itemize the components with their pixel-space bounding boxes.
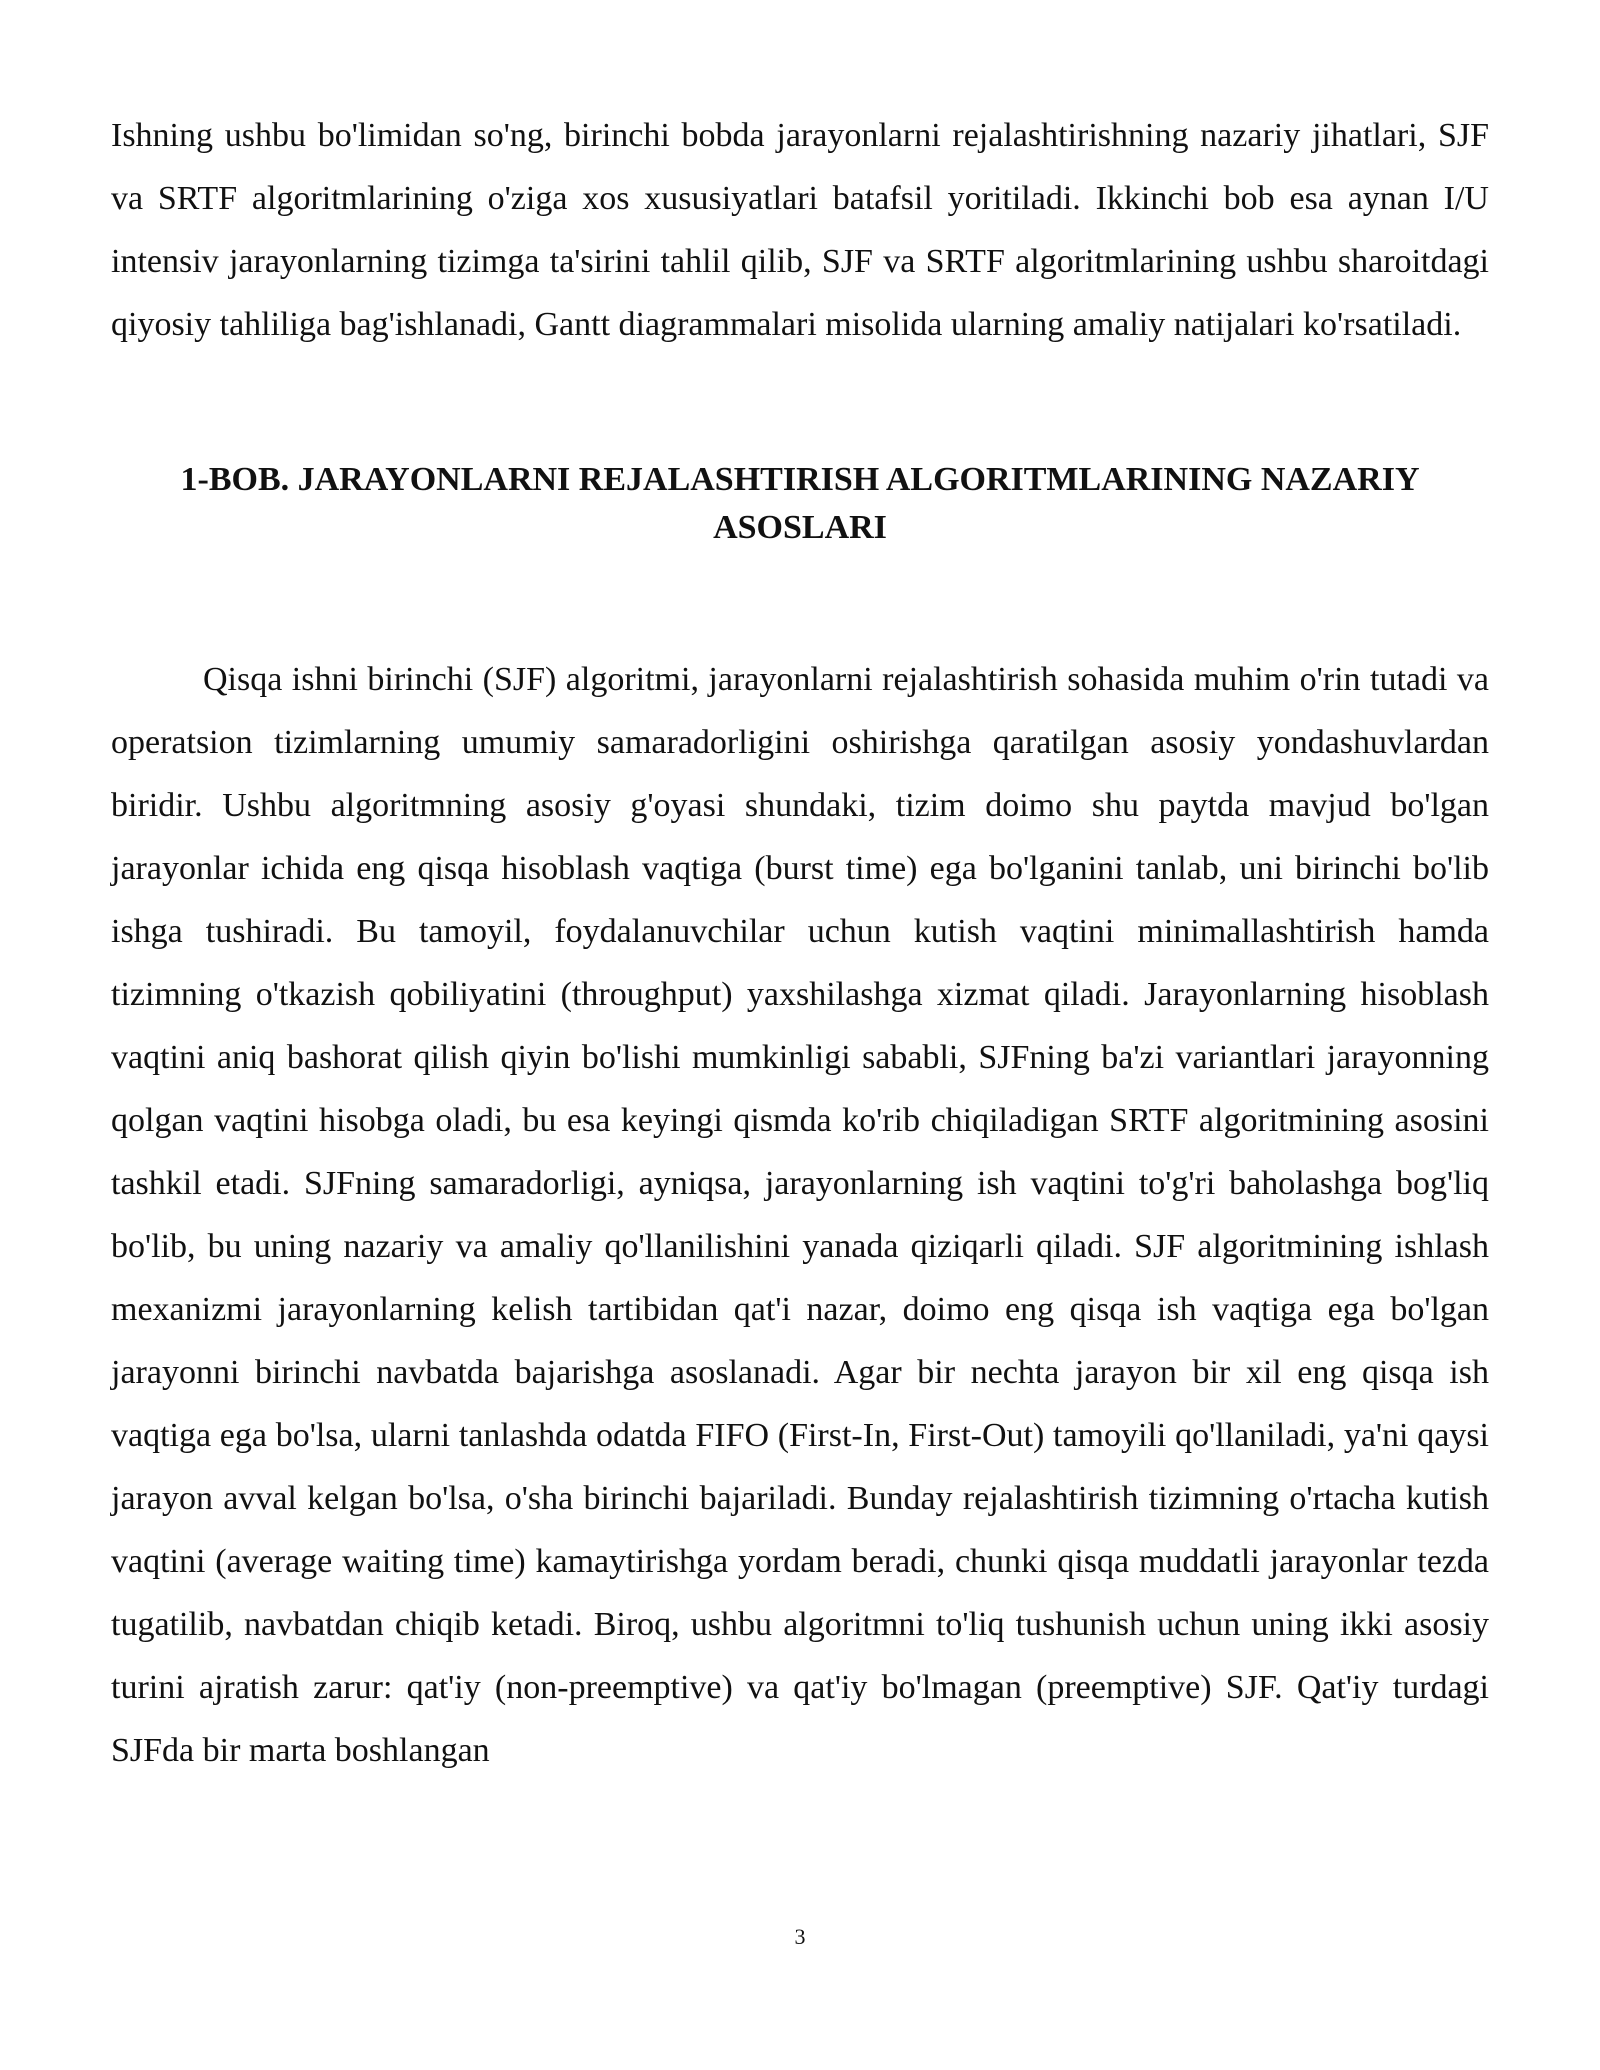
intro-paragraph: Ishning ushbu bo'limidan so'ng, birinchi bobda jarayonlarni rejalashtirishning nazariy jihatlari, SJF va SRTF algoritmlarining o'ziga xos xususiyatlari batafsil yoritiladi. Ikkinchi bob esa aynan I/U intensiv jarayonlarning tizimga ta'sirini tahlil qilib, SJF va SRTF algoritmlarining ushbu sharoitdagi qiyosiy tahliliga bag'ishlanadi, Gantt diagrammalari misolida ularning amaliy natijalari ko'rsatiladi. — [111, 117, 1489, 343]
chapter-heading-line-1: 1-BOB. JARAYONLARNI REJALASHTIRISH ALGORITMLARINING NAZARIY — [180, 461, 1420, 498]
page-content — [111, 104, 1489, 1782]
chapter-heading-line-2: ASOSLARI — [713, 509, 887, 546]
page-number: 3 — [794, 1924, 806, 1949]
chapter-heading — [111, 456, 1489, 552]
body-paragraph: Qisqa ishni birinchi (SJF) algoritmi, jarayonlarni rejalashtirish sohasida muhim o'rin tutadi va operatsion tizimlarning umumiy samaradorligini oshirishga qaratilgan asosiy yondashuvlardan biridir. Ushbu algoritmning asosiy g'oyasi shundaki, tizim doimo shu paytda mavjud bo'lgan jarayonlar ichida eng qisqa hisoblash vaqtiga (burst time) ega bo'lganini tanlab, uni birinchi bo'lib ishga tushiradi. Bu tamoyil, foydalanuvchilar uchun kutish vaqtini minimallashtirish hamda tizimning o'tkazish qobiliyatini (throughput) yaxshilashga xizmat qiladi. Jarayonlarning hisoblash vaqtini aniq bashorat qilish qiyin bo'lishi mumkinligi sababli, SJFning ba'zi variantlari jarayonning qolgan vaqtini hisobga oladi, bu esa keyingi qismda ko'rib chiqiladigan SRTF algoritmining asosini tashkil etadi. SJFning samaradorligi, ayniqsa, jarayonlarning ish vaqtini to'g'ri baholashga bog'liq bo'lib, bu uning nazariy va amaliy qo'llanilishini yanada qiziqarli qiladi. SJF algoritmining ishlash mexanizmi jarayonlarning kelish tartibidan qat'i nazar, doimo eng qisqa ish vaqtiga ega bo'lgan jarayonni birinchi navbatda bajarishga asoslanadi. Agar bir nechta jarayon bir xil eng qisqa ish vaqtiga ega bo'lsa, ularni tanlashda odatda FIFO (First-In, First-Out) tamoyili qo'llaniladi, ya'ni qaysi jarayon avval kelgan bo'lsa, o'sha birinchi bajariladi. Bunday rejalashtirish tizimning o'rtacha kutish vaqtini (average waiting time) kamaytirishga yordam beradi, chunki qisqa muddatli jarayonlar tezda tugatilib, navbatdan chiqib ketadi. Biroq, ushbu algoritmni to'liq tushunish uchun uning ikki asosiy turini ajratish zarur: qat'iy (non-preemptive) va qat'iy bo'lmagan (preemptive) SJF. Qat'iy turdagi SJFda bir marta boshlangan — [111, 661, 1489, 1769]
